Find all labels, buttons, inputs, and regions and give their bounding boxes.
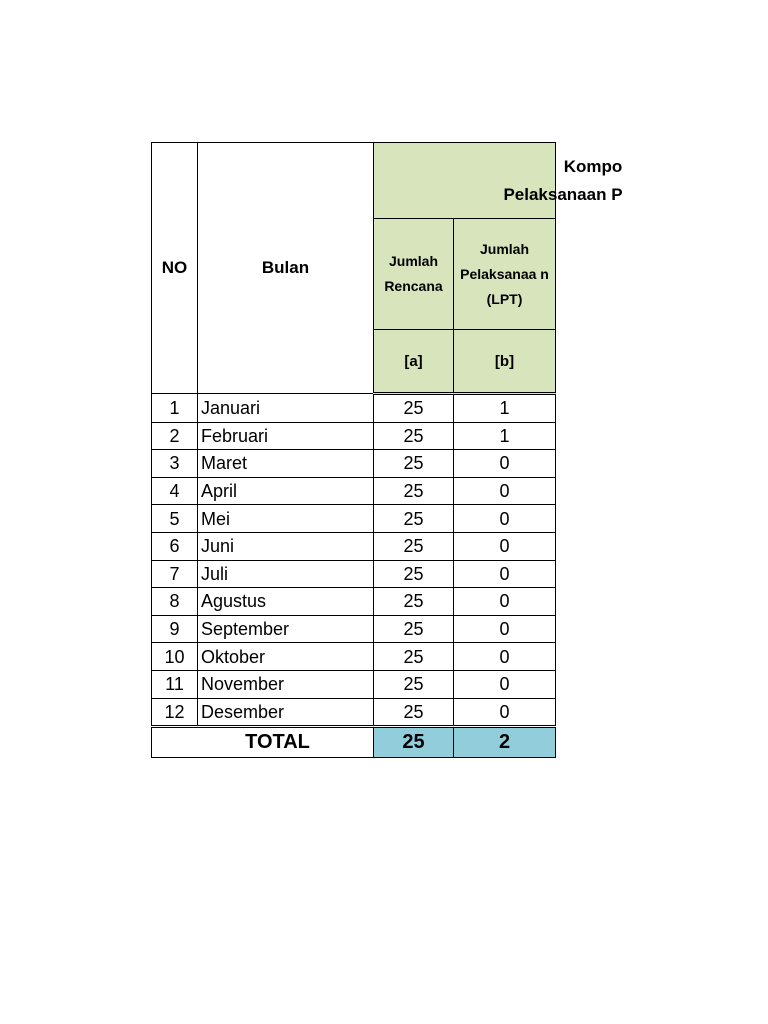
- table-row: [152, 588, 556, 616]
- cell-pelaksanaan: 0: [454, 643, 556, 671]
- total-label: TOTAL: [152, 727, 374, 758]
- header-code-a: [a]: [374, 330, 454, 394]
- cell-pelaksanaan: 0: [454, 670, 556, 698]
- cell-rencana: 25: [374, 532, 454, 560]
- cell-no: 11: [152, 670, 198, 698]
- header-group-title-line1: Kompo: [563, 157, 623, 176]
- cell-pelaksanaan: 0: [454, 532, 556, 560]
- cell-rencana: 25: [374, 615, 454, 643]
- cell-rencana: 25: [374, 505, 454, 533]
- cell-rencana: 25: [374, 560, 454, 588]
- cell-pelaksanaan: 0: [454, 698, 556, 727]
- cell-no: 1: [152, 394, 198, 423]
- table-row: [152, 532, 556, 560]
- total-value-a: 25: [374, 727, 454, 758]
- header-group-title: [374, 143, 623, 219]
- cell-pelaksanaan: 0: [454, 560, 556, 588]
- cell-no: 7: [152, 560, 198, 588]
- cell-pelaksanaan: 0: [454, 450, 556, 478]
- cell-bulan: Juni: [198, 532, 374, 560]
- header-jumlah-pelaksanaan: [454, 219, 556, 330]
- cell-no: 10: [152, 643, 198, 671]
- table-row: [152, 643, 556, 671]
- cell-bulan: Oktober: [198, 643, 374, 671]
- cell-rencana: 25: [374, 394, 454, 423]
- cell-pelaksanaan: 1: [454, 422, 556, 450]
- table-row: [152, 670, 556, 698]
- table-row: [152, 698, 556, 727]
- cell-bulan: September: [198, 615, 374, 643]
- cell-pelaksanaan: 0: [454, 505, 556, 533]
- cell-bulan: Januari: [198, 394, 374, 423]
- cell-rencana: 25: [374, 422, 454, 450]
- cell-no: 5: [152, 505, 198, 533]
- monthly-report-table: [151, 142, 623, 758]
- cell-rencana: 25: [374, 698, 454, 727]
- table-row: [152, 394, 556, 423]
- total-value-b: 2: [454, 727, 556, 758]
- table-row: [152, 505, 556, 533]
- table-row: [152, 450, 556, 478]
- table-row: [152, 560, 556, 588]
- cell-no: 9: [152, 615, 198, 643]
- header-jumlah-pelaksanaan-label: Jumlah Pelaksanaa n (LPT): [460, 240, 549, 307]
- cell-pelaksanaan: 1: [454, 394, 556, 423]
- cell-no: 2: [152, 422, 198, 450]
- cell-rencana: 25: [374, 670, 454, 698]
- spreadsheet-table-area: [151, 142, 623, 758]
- header-group-title-line2: Pelaksanaan P: [503, 185, 623, 204]
- cell-no: 12: [152, 698, 198, 727]
- cell-no: 6: [152, 532, 198, 560]
- cell-pelaksanaan: 0: [454, 477, 556, 505]
- cell-bulan: Desember: [198, 698, 374, 727]
- cell-bulan: Maret: [198, 450, 374, 478]
- cell-rencana: 25: [374, 643, 454, 671]
- table-row: [152, 477, 556, 505]
- header-bulan: Bulan: [198, 143, 374, 394]
- table-row: [152, 422, 556, 450]
- header-jumlah-rencana-label: Jumlah Rencana: [384, 253, 443, 294]
- cell-bulan: November: [198, 670, 374, 698]
- cell-no: 4: [152, 477, 198, 505]
- cell-rencana: 25: [374, 588, 454, 616]
- header-jumlah-rencana: [374, 219, 454, 330]
- cell-bulan: April: [198, 477, 374, 505]
- cell-no: 3: [152, 450, 198, 478]
- cell-pelaksanaan: 0: [454, 615, 556, 643]
- cell-rencana: 25: [374, 477, 454, 505]
- table-body: [152, 394, 556, 727]
- table-row: [152, 615, 556, 643]
- cell-bulan: Februari: [198, 422, 374, 450]
- cell-rencana: 25: [374, 450, 454, 478]
- cell-bulan: Mei: [198, 505, 374, 533]
- total-row: [152, 727, 556, 758]
- cell-bulan: Agustus: [198, 588, 374, 616]
- cell-bulan: Juli: [198, 560, 374, 588]
- cell-pelaksanaan: 0: [454, 588, 556, 616]
- header-code-b: [b]: [454, 330, 556, 394]
- header-no: NO: [152, 143, 198, 394]
- cell-no: 8: [152, 588, 198, 616]
